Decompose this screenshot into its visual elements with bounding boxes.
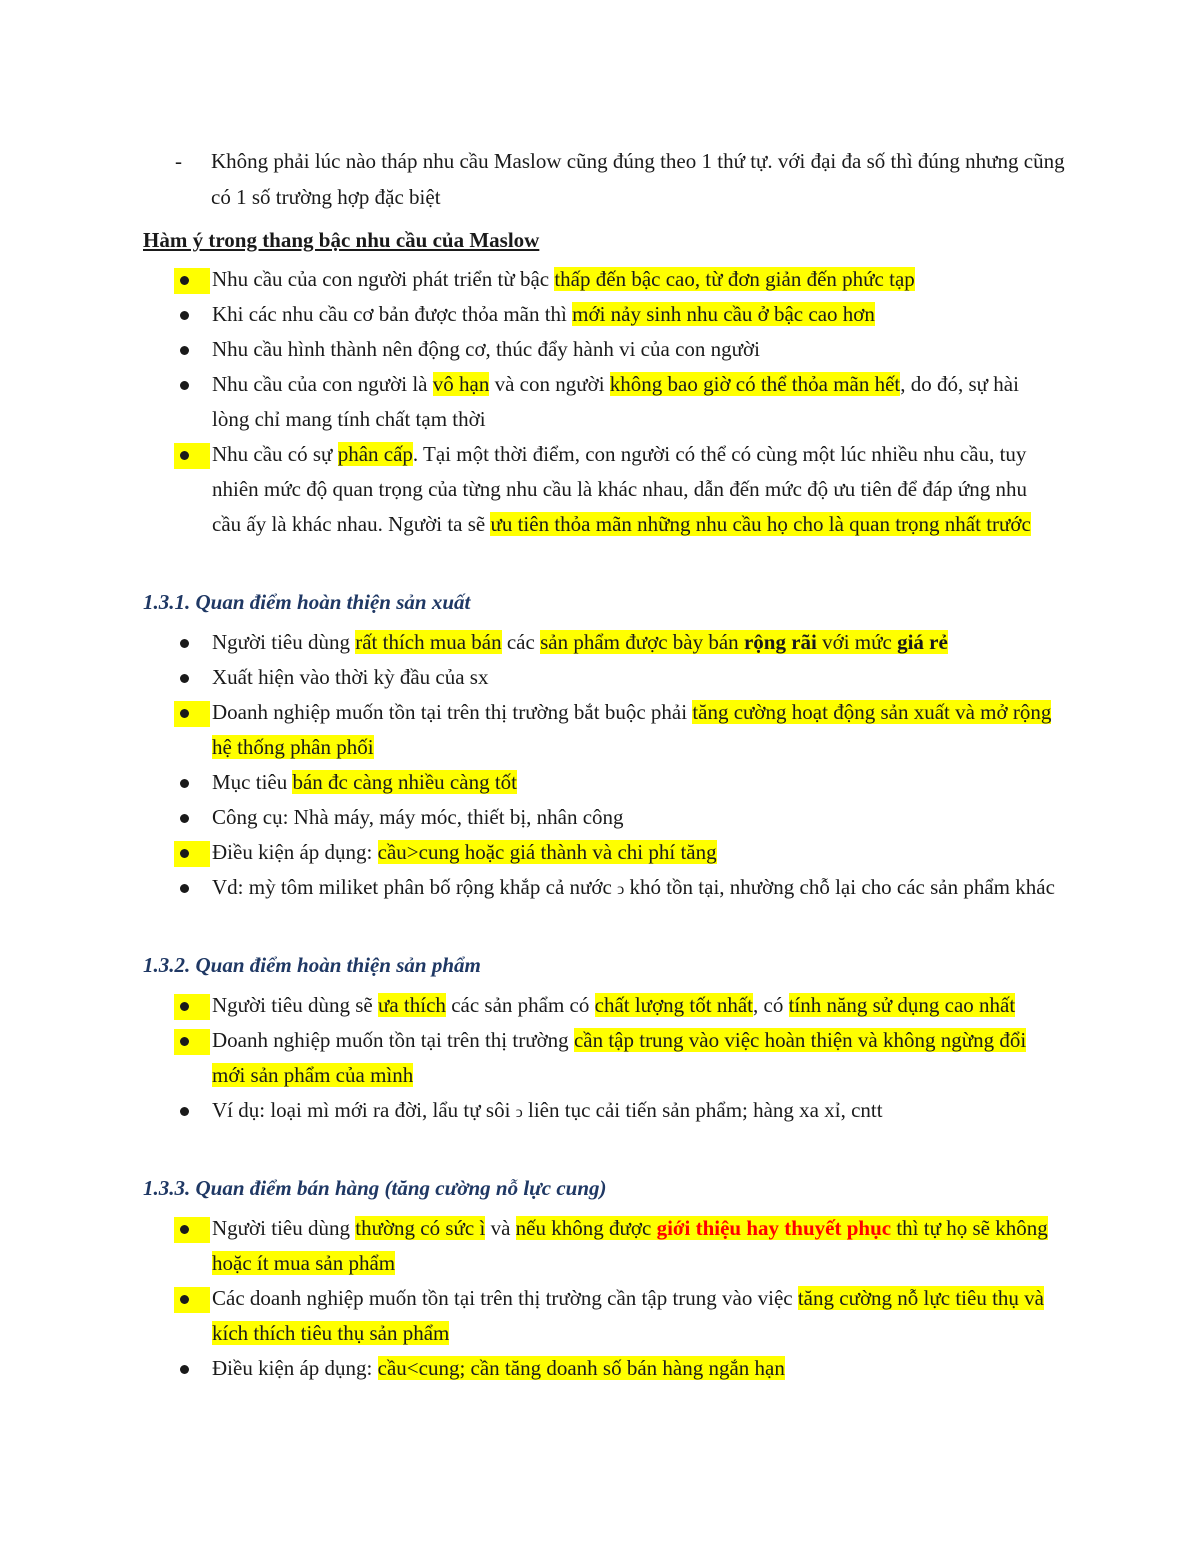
section-132-list xyxy=(170,988,1060,1130)
list-item: Vd: mỳ tôm miliket phân bố rộng khắp cả nước ↄ khó tồn tại, nhường chỗ lại cho các sản phẩm khác xyxy=(170,870,1060,907)
intro-text: Không phải lúc nào tháp nhu cầu Maslow cũng đúng theo 1 thứ tự. với đại đa số thì đúng nhưng cũng có 1 số trường hợp đặc biệt xyxy=(211,149,1065,209)
section-133-list xyxy=(170,1211,1060,1386)
list-item: Người tiêu dùng sẽ ưa thích các sản phẩm có chất lượng tốt nhất, có tính năng sử dụng cao nhất xyxy=(170,988,1060,1023)
section-132-heading: 1.3.2. Quan điểm hoàn thiện sản phẩm xyxy=(143,953,481,977)
bullet-icon xyxy=(174,625,202,660)
list-item: Khi các nhu cầu cơ bản được thỏa mãn thì mới nảy sinh nhu cầu ở bậc cao hơn xyxy=(170,297,1060,332)
bullet-icon xyxy=(174,870,202,905)
list-item: Nhu cầu có sự phân cấp. Tại một thời điểm, con người có thể có cùng một lúc nhiều nhu cầu, tuy nhiên mức độ quan trọng của từng nhu cầu là khác nhau, dẫn đến mức độ ưu tiên để đáp ứng nhu cầu ấy là khác nhau. Người ta sẽ ưu tiên thỏa mãn những nhu cầu họ cho là quan trọng nhất trước xyxy=(170,437,1060,542)
bullet-icon xyxy=(174,437,202,472)
list-item: Điều kiện áp dụng: cầu>cung hoặc giá thành và chi phí tăng xyxy=(170,835,1060,870)
dash-marker: - xyxy=(175,149,182,173)
section-131-heading: 1.3.1. Quan điểm hoàn thiện sản xuất xyxy=(143,590,471,614)
bullet-icon xyxy=(174,367,202,402)
list-item: Người tiêu dùng thường có sức ì và nếu không được giới thiệu hay thuyết phục thì tự họ sẽ không hoặc ít mua sản phẩm xyxy=(170,1211,1060,1281)
list-item: Mục tiêu bán đc càng nhiều càng tốt xyxy=(170,765,1060,800)
maslow-list xyxy=(170,262,1060,542)
implies-arrow-icon: ↄ xyxy=(515,1104,523,1121)
bullet-icon xyxy=(174,835,202,870)
list-item: Điều kiện áp dụng: cầu<cung; cần tăng doanh số bán hàng ngắn hạn xyxy=(170,1351,1060,1386)
list-item: Doanh nghiệp muốn tồn tại trên thị trường bắt buộc phải tăng cường hoạt động sản xuất và mở rộng hệ thống phân phối xyxy=(170,695,1060,765)
bullet-icon xyxy=(174,1093,202,1128)
bullet-icon xyxy=(174,695,202,730)
bullet-icon xyxy=(174,800,202,835)
implies-arrow-icon: ↄ xyxy=(617,881,625,898)
list-item: Các doanh nghiệp muốn tồn tại trên thị trường cần tập trung vào việc tăng cường nỗ lực tiêu thụ và kích thích tiêu thụ sản phẩm xyxy=(170,1281,1060,1351)
bullet-icon xyxy=(174,262,202,297)
bullet-icon xyxy=(174,660,202,695)
list-item: Xuất hiện vào thời kỳ đầu của sx xyxy=(170,660,1060,695)
section-131-list xyxy=(170,625,1060,907)
bullet-icon xyxy=(174,765,202,800)
list-item: Nhu cầu của con người phát triển từ bậc thấp đến bậc cao, từ đơn giản đến phức tạp xyxy=(170,262,1060,297)
bullet-icon xyxy=(174,1281,202,1316)
list-item: Doanh nghiệp muốn tồn tại trên thị trường cần tập trung vào việc hoàn thiện và không ngừng đổi mới sản phẩm của mình xyxy=(170,1023,1060,1093)
intro-note xyxy=(175,143,1065,215)
list-item: Người tiêu dùng rất thích mua bán các sản phẩm được bày bán rộng rãi với mức giá rẻ xyxy=(170,625,1060,660)
bullet-icon xyxy=(174,1023,202,1058)
bullet-icon xyxy=(174,1211,202,1246)
section-133-heading: 1.3.3. Quan điểm bán hàng (tăng cường nỗ lực cung) xyxy=(143,1176,607,1200)
bullet-icon xyxy=(174,988,202,1023)
bullet-icon xyxy=(174,1351,202,1386)
bullet-icon xyxy=(174,332,202,367)
bullet-icon xyxy=(174,297,202,332)
list-item: Công cụ: Nhà máy, máy móc, thiết bị, nhân công xyxy=(170,800,1060,835)
list-item: Nhu cầu hình thành nên động cơ, thúc đẩy hành vi của con người xyxy=(170,332,1060,367)
list-item: Ví dụ: loại mì mới ra đời, lẩu tự sôi ↄ liên tục cải tiến sản phẩm; hàng xa xỉ, cntt xyxy=(170,1093,1060,1130)
maslow-heading: Hàm ý trong thang bậc nhu cầu của Maslow xyxy=(143,228,540,252)
list-item: Nhu cầu của con người là vô hạn và con người không bao giờ có thể thỏa mãn hết, do đó, sự hài lòng chỉ mang tính chất tạm thời xyxy=(170,367,1060,437)
